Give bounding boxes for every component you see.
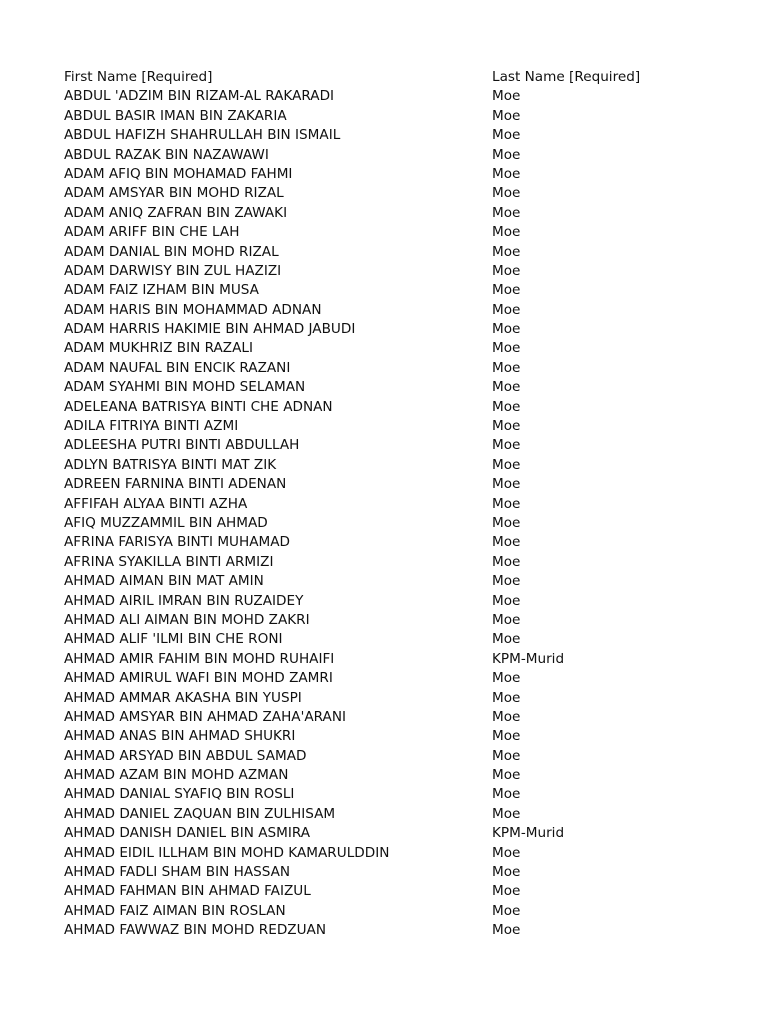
first-name-cell: AHMAD AMIR FAHIM BIN MOHD RUHAIFI: [64, 650, 335, 667]
last-name-header: Last Name [Required]: [492, 69, 641, 85]
last-name-cell: Moe: [492, 107, 521, 124]
first-name-cell: ADLEESHA PUTRI BINTI ABDULLAH: [64, 437, 300, 454]
table-row: [64, 243, 704, 262]
table-row: [64, 592, 704, 611]
last-name-cell: Moe: [492, 185, 521, 202]
last-name-cell: Moe: [492, 670, 521, 687]
first-name-cell: ABDUL BASIR IMAN BIN ZAKARIA: [64, 107, 287, 124]
first-name-cell: AHMAD FAIZ AIMAN BIN ROSLAN: [64, 902, 286, 919]
table-row: [64, 882, 704, 901]
table-row: [64, 456, 704, 475]
table-row: [64, 378, 704, 397]
first-name-cell: AHMAD FAWWAZ BIN MOHD REDZUAN: [64, 922, 327, 939]
first-name-cell: ADELEANA BATRISYA BINTI CHE ADNAN: [64, 398, 333, 415]
last-name-cell: Moe: [492, 534, 521, 551]
table-row: [64, 165, 704, 184]
first-name-cell: ADAM ANIQ ZAFRAN BIN ZAWAKI: [64, 204, 288, 221]
last-name-cell: Moe: [492, 379, 521, 396]
last-name-cell: Moe: [492, 398, 521, 415]
table-row: [64, 921, 704, 940]
first-name-cell: AHMAD ALIF 'ILMI BIN CHE RONI: [64, 631, 283, 648]
first-name-cell: AHMAD DANIEL ZAQUAN BIN ZULHISAM: [64, 805, 336, 822]
last-name-cell: Moe: [492, 631, 521, 648]
last-name-cell: Moe: [492, 883, 521, 900]
table-row: [64, 785, 704, 804]
table-row: [64, 844, 704, 863]
first-name-cell: AHMAD AMSYAR BIN AHMAD ZAHA'ARANI: [64, 708, 347, 725]
first-name-cell: ADAM AMSYAR BIN MOHD RIZAL: [64, 185, 284, 202]
table-row: [64, 126, 704, 145]
first-name-header: First Name [Required]: [64, 69, 213, 85]
first-name-cell: AFFIFAH ALYAA BINTI AZHA: [64, 495, 248, 512]
last-name-cell: Moe: [492, 922, 521, 939]
last-name-cell: Moe: [492, 476, 521, 493]
table-row: [64, 281, 704, 300]
table-row: [64, 417, 704, 436]
table-row: [64, 495, 704, 514]
first-name-cell: AHMAD EIDIL ILLHAM BIN MOHD KAMARULDDIN: [64, 844, 390, 861]
first-name-cell: ADLYN BATRISYA BINTI MAT ZIK: [64, 456, 277, 473]
table-row: [64, 339, 704, 358]
table-row: [64, 630, 704, 649]
table-row: [64, 87, 704, 106]
table-body: [64, 87, 704, 940]
table-row: [64, 863, 704, 882]
first-name-cell: ADAM ARIFF BIN CHE LAH: [64, 224, 240, 241]
last-name-cell: Moe: [492, 243, 521, 260]
first-name-cell: ABDUL 'ADZIM BIN RIZAM-AL RAKARADI: [64, 88, 335, 105]
first-name-cell: ABDUL HAFIZH SHAHRULLAH BIN ISMAIL: [64, 127, 341, 144]
last-name-cell: Moe: [492, 514, 521, 531]
last-name-cell: KPM-Murid: [492, 650, 565, 667]
last-name-cell: Moe: [492, 127, 521, 144]
table-row: [64, 689, 704, 708]
last-name-cell: Moe: [492, 456, 521, 473]
first-name-cell: ADAM FAIZ IZHAM BIN MUSA: [64, 282, 259, 299]
table-row: [64, 320, 704, 339]
last-name-cell: Moe: [492, 805, 521, 822]
table-row: [64, 611, 704, 630]
first-name-cell: AHMAD DANISH DANIEL BIN ASMIRA: [64, 825, 311, 842]
last-name-cell: Moe: [492, 844, 521, 861]
last-name-cell: Moe: [492, 282, 521, 299]
first-name-cell: AHMAD ALI AIMAN BIN MOHD ZAKRI: [64, 611, 310, 628]
first-name-cell: ADREEN FARNINA BINTI ADENAN: [64, 476, 287, 493]
last-name-cell: Moe: [492, 359, 521, 376]
last-name-cell: Moe: [492, 437, 521, 454]
last-name-cell: Moe: [492, 146, 521, 163]
first-name-cell: AFRINA SYAKILLA BINTI ARMIZI: [64, 553, 274, 570]
table-row: [64, 398, 704, 417]
table-row: [64, 475, 704, 494]
last-name-cell: Moe: [492, 592, 521, 609]
first-name-cell: AHMAD DANIAL SYAFIQ BIN ROSLI: [64, 786, 295, 803]
table-row: [64, 766, 704, 785]
table-row: [64, 708, 704, 727]
header-row: [64, 68, 704, 87]
last-name-cell: Moe: [492, 902, 521, 919]
table-row: [64, 184, 704, 203]
first-name-cell: AHMAD AMIRUL WAFI BIN MOHD ZAMRI: [64, 670, 333, 687]
last-name-cell: Moe: [492, 728, 521, 745]
first-name-cell: AFRINA FARISYA BINTI MUHAMAD: [64, 534, 291, 551]
table-row: [64, 533, 704, 552]
first-name-cell: ADAM MUKHRIZ BIN RAZALI: [64, 340, 253, 357]
first-name-cell: ADAM NAUFAL BIN ENCIK RAZANI: [64, 359, 291, 376]
last-name-cell: Moe: [492, 262, 521, 279]
table-row: [64, 824, 704, 843]
last-name-cell: Moe: [492, 321, 521, 338]
first-name-cell: AFIQ MUZZAMMIL BIN AHMAD: [64, 514, 268, 531]
last-name-cell: Moe: [492, 165, 521, 182]
last-name-cell: Moe: [492, 573, 521, 590]
last-name-cell: Moe: [492, 301, 521, 318]
table-row: [64, 902, 704, 921]
table-row: [64, 650, 704, 669]
table-row: [64, 107, 704, 126]
table-row: [64, 553, 704, 572]
last-name-cell: Moe: [492, 553, 521, 570]
table-row: [64, 223, 704, 242]
first-name-cell: ADAM SYAHMI BIN MOHD SELAMAN: [64, 379, 306, 396]
first-name-cell: AHMAD ARSYAD BIN ABDUL SAMAD: [64, 747, 307, 764]
table-row: [64, 146, 704, 165]
first-name-cell: ADILA FITRIYA BINTI AZMI: [64, 418, 239, 435]
last-name-cell: Moe: [492, 708, 521, 725]
first-name-cell: AHMAD FADLI SHAM BIN HASSAN: [64, 864, 291, 881]
table-row: [64, 301, 704, 320]
last-name-cell: Moe: [492, 767, 521, 784]
last-name-cell: Moe: [492, 747, 521, 764]
table-row: [64, 436, 704, 455]
last-name-cell: Moe: [492, 204, 521, 221]
first-name-cell: AHMAD FAHMAN BIN AHMAD FAIZUL: [64, 883, 311, 900]
first-name-cell: ABDUL RAZAK BIN NAZAWAWI: [64, 146, 269, 163]
last-name-cell: Moe: [492, 340, 521, 357]
first-name-cell: ADAM HARRIS HAKIMIE BIN AHMAD JABUDI: [64, 321, 356, 338]
table-row: [64, 262, 704, 281]
table-row: [64, 805, 704, 824]
first-name-cell: AHMAD ANAS BIN AHMAD SHUKRI: [64, 728, 296, 745]
first-name-cell: AHMAD AMMAR AKASHA BIN YUSPI: [64, 689, 302, 706]
last-name-cell: Moe: [492, 611, 521, 628]
first-name-cell: ADAM DARWISY BIN ZUL HAZIZI: [64, 262, 282, 279]
first-name-cell: ADAM HARIS BIN MOHAMMAD ADNAN: [64, 301, 322, 318]
name-table: [64, 68, 704, 941]
table-row: [64, 204, 704, 223]
first-name-cell: ADAM AFIQ BIN MOHAMAD FAHMI: [64, 165, 293, 182]
last-name-cell: Moe: [492, 786, 521, 803]
table-row: [64, 669, 704, 688]
last-name-cell: Moe: [492, 689, 521, 706]
first-name-cell: AHMAD AIRIL IMRAN BIN RUZAIDEY: [64, 592, 304, 609]
table-row: [64, 747, 704, 766]
table-row: [64, 572, 704, 591]
last-name-cell: Moe: [492, 88, 521, 105]
last-name-cell: Moe: [492, 864, 521, 881]
first-name-cell: AHMAD AZAM BIN MOHD AZMAN: [64, 767, 289, 784]
last-name-cell: Moe: [492, 495, 521, 512]
last-name-cell: KPM-Murid: [492, 825, 565, 842]
first-name-cell: AHMAD AIMAN BIN MAT AMIN: [64, 573, 264, 590]
last-name-cell: Moe: [492, 418, 521, 435]
table-row: [64, 727, 704, 746]
last-name-cell: Moe: [492, 224, 521, 241]
first-name-cell: ADAM DANIAL BIN MOHD RIZAL: [64, 243, 279, 260]
table-row: [64, 514, 704, 533]
table-row: [64, 359, 704, 378]
